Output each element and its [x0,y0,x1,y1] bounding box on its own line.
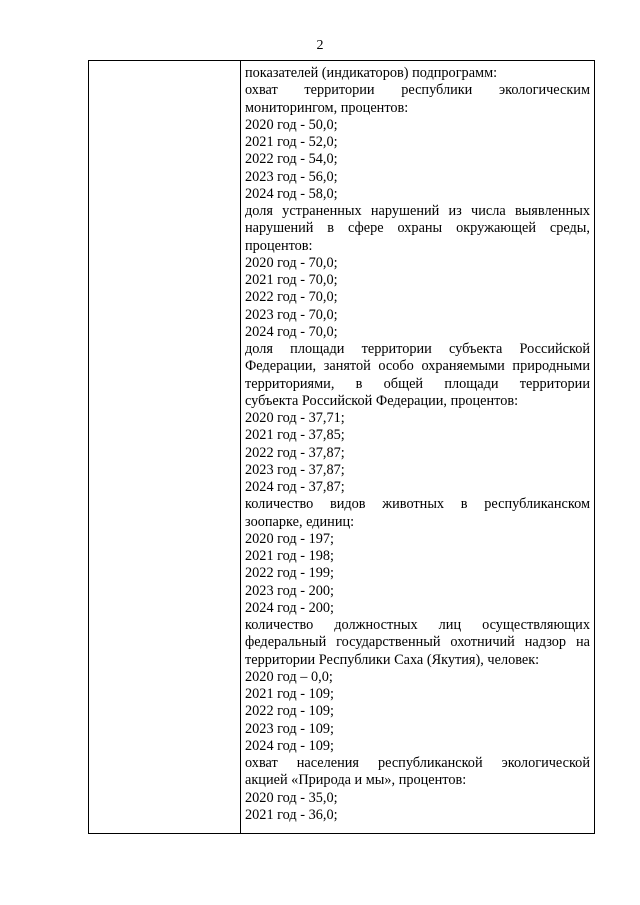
text-line: 2024 год - 37,87; [245,479,345,495]
text-line: 2022 год - 70,0; [245,289,338,306]
text-line: доля устраненных нарушений из числа выявленных [245,203,590,219]
page-number: 2 [316,38,324,53]
text-line: 2023 год - 200; [245,582,335,599]
text-line: процентов: [245,237,313,254]
text-line: 2021 год - 37,85; [245,427,345,444]
text-line: охват населения республиканской экологической [245,755,590,771]
text-line: доля площади территории субъекта Российской [245,341,590,357]
text-line: 2021 год - 109; [245,686,335,702]
text-line: 2024 год - 58,0; [245,185,338,202]
table-right-cell [241,61,594,833]
text-line: 2020 год - 50,0; [245,116,338,133]
text-line: 2020 год - 197; [245,530,335,547]
text-line: 2023 год - 109; [245,720,335,737]
text-line: 2020 год - 70,0; [245,254,338,271]
text-line: 2020 год - 35,0; [245,789,338,806]
text-line: 2021 год - 198; [245,548,335,564]
text-line: охват территории республики экологическим [245,82,590,99]
text-line: Федерации, занятой особо охраняемыми природными [245,358,590,375]
text-line: количество видов животных в республиканском [245,496,590,513]
text-line: 2024 год - 70,0; [245,323,338,340]
text-line: 2023 год - 56,0; [245,168,338,185]
text-line: территориями, в общей площади территории [245,375,590,392]
text-line: 2020 год – 0,0; [245,668,333,685]
text-line: 2022 год - 37,87; [245,444,345,461]
text-line: 2022 год - 109; [245,703,335,720]
text-line: 2022 год - 199; [245,565,335,582]
text-line: субъекта Российской Федерации, процентов: [245,392,519,409]
table-left-cell [89,61,241,833]
text-line: 2020 год - 37,71; [245,410,345,426]
text-line: нарушений в сфере охраны окружающей среды, [245,220,590,237]
text-line: 2024 год - 109; [245,737,335,754]
text-line: федеральный государственный охотничий надзор на [245,634,590,651]
text-line: 2024 год - 200; [245,599,335,616]
text-line: 2023 год - 37,87; [245,461,345,478]
text-line: 2021 год - 52,0; [245,134,338,150]
text-line: мониторингом, процентов: [245,99,409,116]
text-line: зоопарке, единиц: [245,513,355,530]
text-line: показателей (индикаторов) подпрограмм: [245,65,498,81]
text-line: 2023 год - 70,0; [245,306,338,323]
text-line: акцией «Природа и мы», процентов: [245,772,467,789]
indicators-table [88,60,595,834]
text-line: территории Республики Саха (Якутия), человек: [245,651,540,668]
text-line: количество должностных лиц осуществляющих [245,617,590,633]
text-line: 2021 год - 36,0; [245,806,338,823]
text-line: 2022 год - 54,0; [245,151,338,168]
text-line: 2021 год - 70,0; [245,272,338,288]
